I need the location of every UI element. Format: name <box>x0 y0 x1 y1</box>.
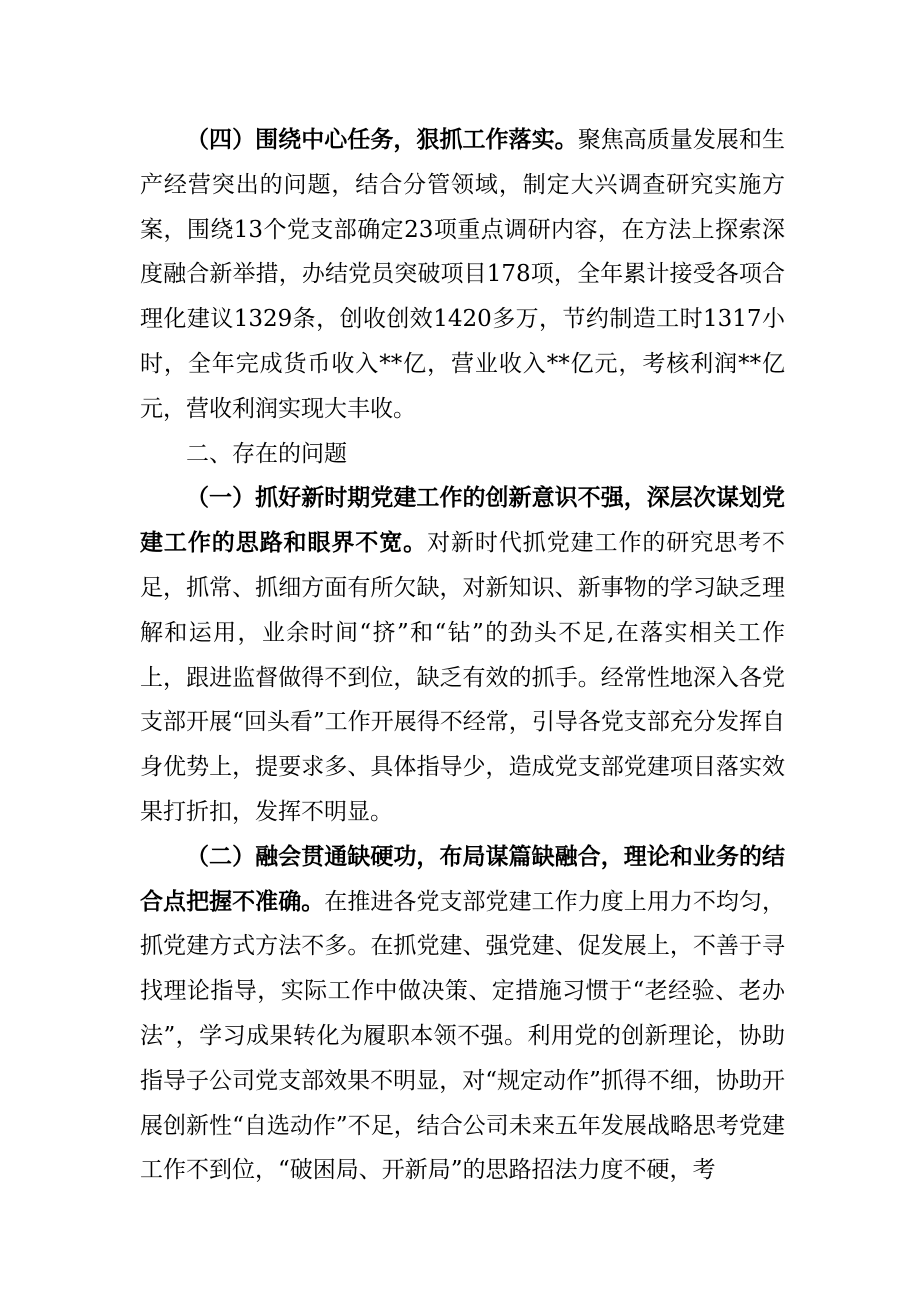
paragraph-text: 对新时代抓党建工作的研究思考不足，抓常、抓细方面有所欠缺，对新知识、新事物的学习缺乏理解和运用，业余时间“挤”和“钻”的劲头不足,在落实相关工作上，跟进监督做得不到位，缺乏有效的抓手。经常性地深入各党支部开展“回头看”工作开展得不经常，引导各党支部充分发挥自身优势上，提要求多、具体指导少，造成党支部党建项目落实效果打折扣，发挥不明显。 <box>140 530 786 825</box>
paragraph-problem-two <box>140 835 785 1193</box>
paragraph-lead-bold: （一）抓好新时期党建工作的创新意识不强，深层次谋划党建工作的思路和眼界不宽。 <box>140 485 785 557</box>
paragraph-text: 在推进各党支部党建工作力度上用力不均匀，抓党建方式方法不多。在抓党建、强党建、促发展上，不善于寻找理论指导，实际工作中做决策、定措施习惯于“老经验、老办法”，学习成果转化为履职本领不强。利用党的创新理论，协助指导子公司党支部效果不明显，对“规定动作”抓得不细，协助开展创新性“自选动作”不足，结合公司未来五年发展战略思考党建工作不到位，“破困局、开新局”的思路招法力度不硬，考 <box>140 888 786 1184</box>
paragraph-section-four <box>140 118 785 432</box>
paragraph-lead-bold: （二）融会贯通缺硬功，布局谋篇缺融合，理论和业务的结合点把握不准确。 <box>140 843 785 915</box>
paragraph-problem-one <box>140 476 785 834</box>
paragraph-lead-bold: （四）围绕中心任务，狠抓工作落实。 <box>186 127 578 153</box>
section-heading-problems: 二、存在的问题 <box>186 440 347 467</box>
paragraph-text: 聚焦高质量发展和生产经营突出的问题，结合分管领域，制定大兴调查研究实施方案，围绕13个党支部确定23项重点调研内容，在方法上探索深度融合新举措，办结党员突破项目178项，全年累计接受各项合理化建议1329条，创收创效1420多万，节约制造工时1317小时，全年完成货币收入**亿，营业收入**亿元，考核利润**亿元，营收利润实现大丰收。 <box>140 127 786 422</box>
document-body <box>140 118 785 1193</box>
